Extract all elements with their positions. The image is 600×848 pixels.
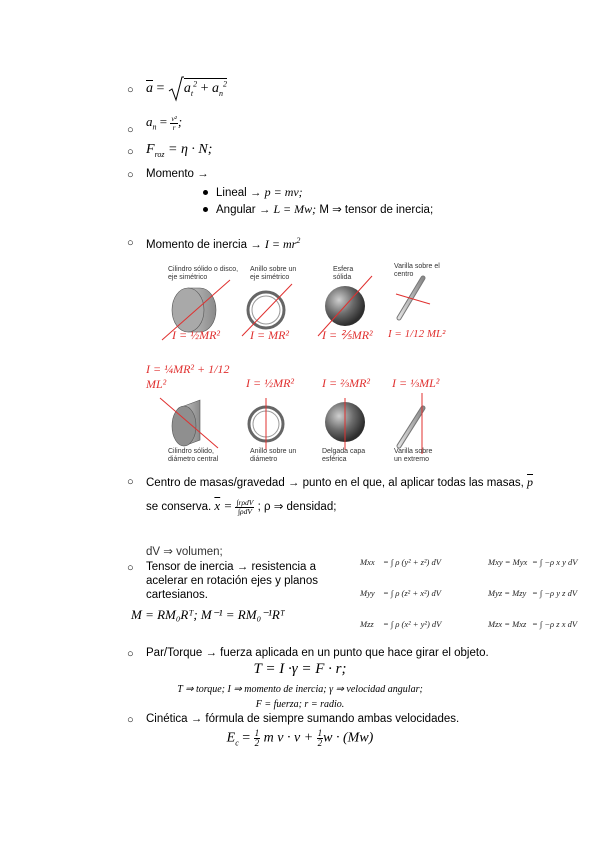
tensor-row3-lhs: Mzz [360, 619, 374, 629]
bullet-inercia: ○ [127, 237, 134, 249]
rod-bottom-icon [399, 393, 423, 454]
bullet-an: ○ [127, 124, 134, 136]
inercia-label: Momento de inercia → $I = mr^2$ [146, 236, 301, 251]
momento-label: Momento → [146, 168, 209, 180]
tensor-row2-eq2: = ∫ −ρ y z dV [532, 588, 578, 598]
caption-bottom-4: Varilla sobre un extremo [394, 448, 433, 463]
tensor-row3-eq2: = ∫ −ρ z x dV [532, 619, 578, 629]
tensor-line3: cartesianos. [146, 589, 209, 601]
tensor-row3-eq: = ∫ ρ (x² + y²) dV [383, 619, 442, 629]
formula-top-2: I = MR² [250, 328, 290, 342]
torque-legend-1: T ⇒ torque; I ⇒ momento de inercia; γ ⇒ velocidad angular; [177, 684, 423, 695]
ring-bottom-icon [249, 398, 283, 450]
bullet-momento: ○ [127, 169, 134, 181]
bullet-cinetica: ○ [127, 714, 134, 726]
tensor-row3-lhs2: Mzx = Mxz [488, 619, 527, 629]
tensor-row1-eq2: = ∫ −ρ x y dV [532, 557, 578, 567]
caption-top-2: Anillo sobre un eje simétrico [250, 266, 297, 281]
tensor-row2-lhs2: Myz = Mzy [488, 588, 527, 598]
bullet-tensor: ○ [127, 562, 134, 574]
centro-line2: se conserva. $\overline{x}$ = $\frac{\text{∫rρdV}}{\text{∫ρdV}}$ ; ρ ⇒ densidad; [146, 498, 337, 516]
lineal-label: Lineal → p = mv; [216, 185, 303, 199]
tensor-line1: Tensor de inercia → resistencia a [146, 561, 317, 573]
caption-bottom-1: Cilindro sólido, diámetro central [168, 448, 219, 463]
cinetica-formula: $E_c$ = $\frac{1}{2}$ m v · v + $\frac{1}{2}$ w · (Mw) [226, 728, 374, 748]
centro-line1: Centro de masas/gravedad → punto en el que, al aplicar todas las masas, $\overline{p}$ [146, 475, 534, 489]
caption-bottom-2: Anillo sobre un diámetro [250, 448, 297, 463]
caption-top-1: Cilindro sólido o disco, eje simétrico [168, 266, 239, 281]
rod-top-icon [396, 278, 430, 318]
cylinder-bottom-icon [160, 398, 218, 448]
torque-label: Par/Torque → fuerza aplicada en un punto que hace girar el objeto. [146, 647, 489, 659]
bullet-dot-angular [203, 207, 208, 212]
caption-bottom-3: Delgada capa esférica [322, 448, 366, 463]
torque-legend-2: F = fuerza; r = radio. [255, 699, 345, 710]
tensor-row1-lhs: Mxx [360, 557, 375, 567]
tensor-row1-lhs2: Mxy = Myx [488, 557, 528, 567]
bullet-dot-lineal [203, 190, 208, 195]
sphere-top-icon [318, 276, 372, 336]
tensor-row2-lhs: Myy [360, 588, 375, 598]
shell-bottom-icon [325, 398, 365, 450]
bullet-accel: ○ [127, 84, 134, 96]
formula-top-3: I = ⅖MR² [322, 328, 373, 342]
formula-bottom-2: I = ½MR² [246, 376, 295, 390]
caption-top-4: Varilla sobre el centro [394, 263, 440, 278]
bullet-torque: ○ [127, 648, 134, 660]
formula-bottom-3: I = ⅔MR² [322, 376, 371, 390]
tensor-row2-eq: = ∫ ρ (z² + x²) dV [383, 588, 441, 598]
tensor-line2: acelerar en rotación ejes y planos [146, 575, 318, 587]
formula-top-1: I = ½MR² [172, 328, 221, 342]
tensor-formula: M = RM₀Rᵀ; M⁻¹ = RM₀⁻¹Rᵀ [131, 607, 285, 622]
formula-bottom-1: I = ¼MR² + 1/12 ML² [146, 362, 230, 391]
torque-formula: T = I ·γ = F · r; [253, 661, 347, 677]
formula-acceleration: $\overline{a} = a_t^2 + a_n^2$ [146, 75, 227, 103]
formula-normal-accel: $a_n$ = $\frac{\text{v²}}{r}$ ; [146, 114, 183, 132]
bullet-froz: ○ [127, 146, 134, 158]
formula-top-4: I = 1/12 ML² [388, 328, 446, 340]
centro-volume: dV ⇒ volumen; [146, 546, 223, 558]
angular-label: Angular → L = Mw; M ⇒ tensor de inercia; [216, 202, 434, 216]
formula-friction: $F_{roz} = \eta \cdot N$; [146, 142, 213, 159]
cinetica-label: Cinética → fórmula de siempre sumando ambas velocidades. [146, 713, 460, 725]
caption-top-3: Esfera sólida [333, 266, 354, 281]
bullet-centro: ○ [127, 476, 134, 488]
tensor-row1-eq: = ∫ ρ (y² + z²) dV [383, 557, 441, 567]
inertia-figure [140, 258, 446, 473]
formula-bottom-4: I = ⅓ML² [392, 376, 440, 390]
